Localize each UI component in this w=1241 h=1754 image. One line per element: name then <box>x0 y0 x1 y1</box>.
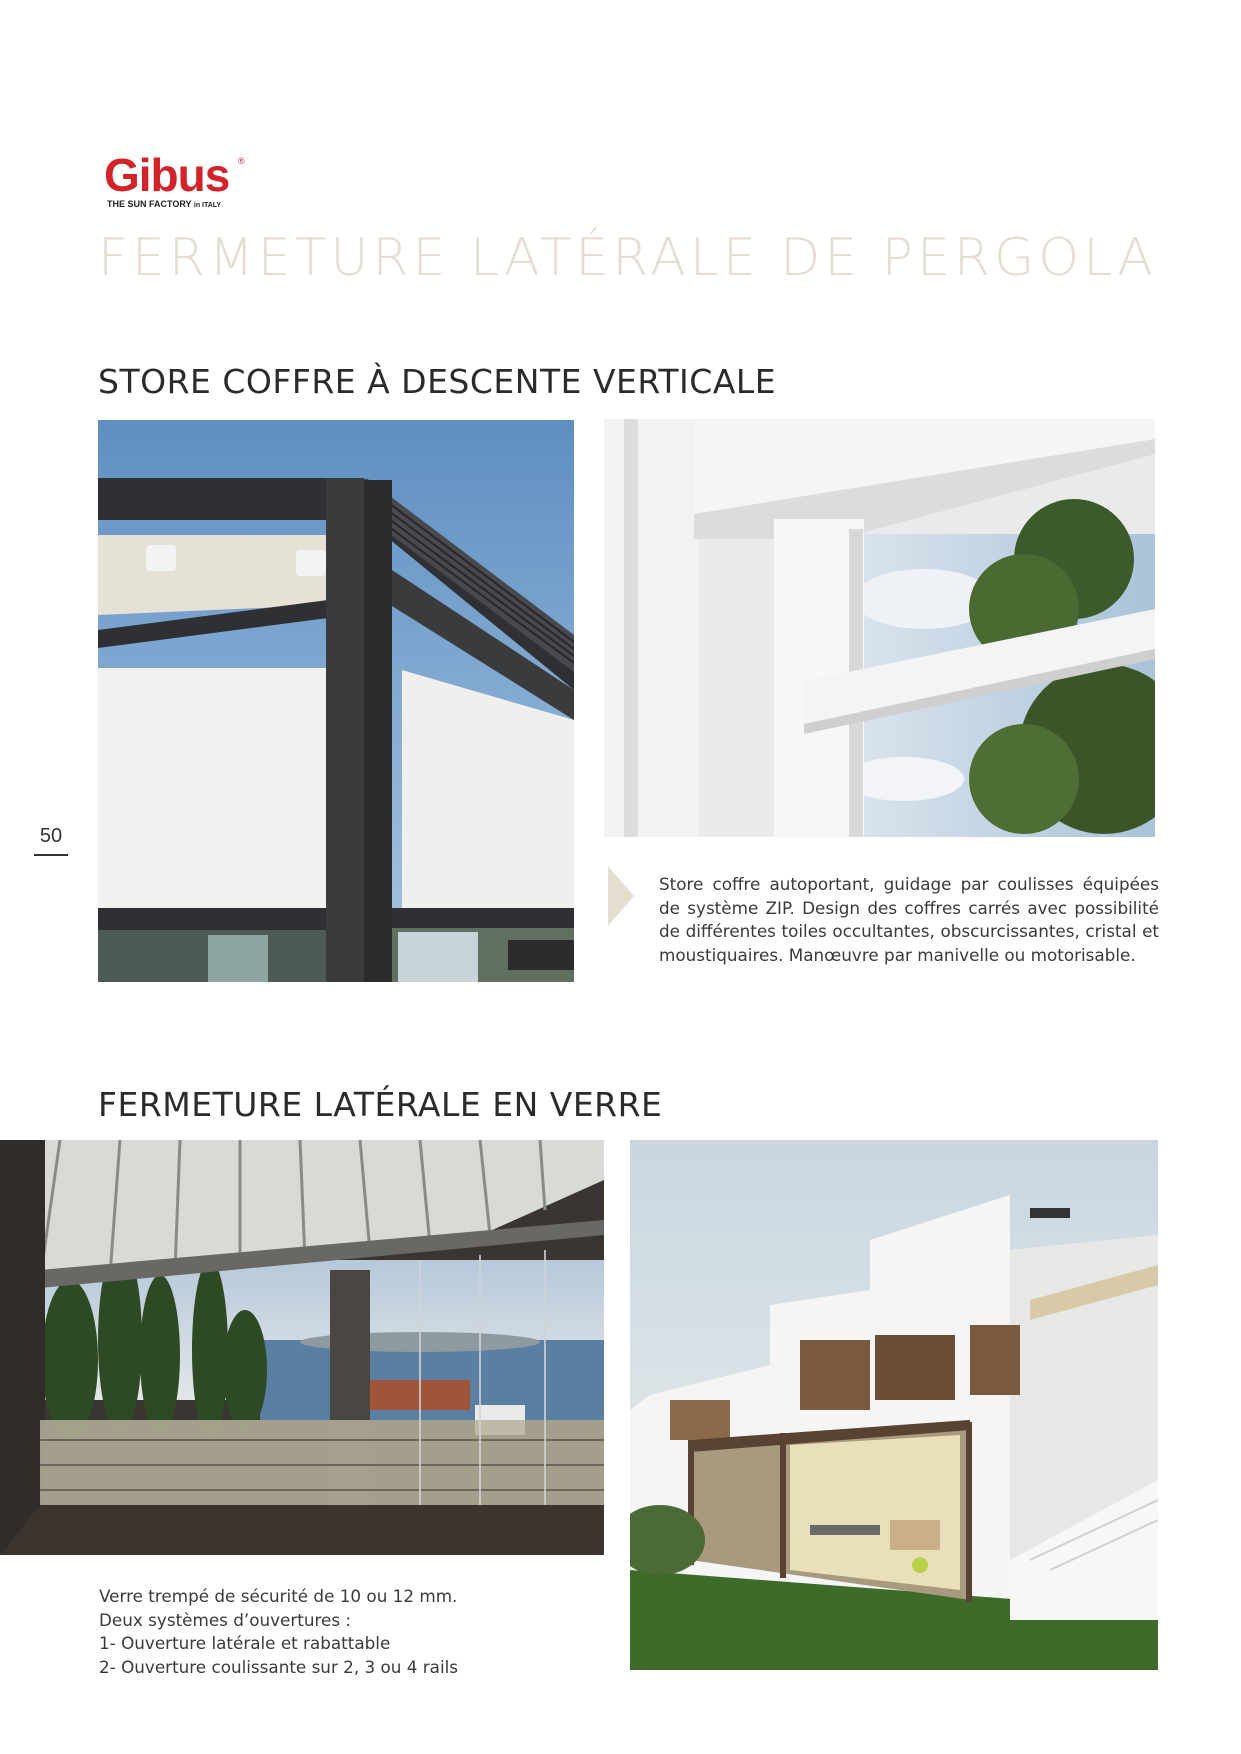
section-title-store-coffre: STORE COFFRE À DESCENTE VERTICALE <box>98 362 777 401</box>
page-title: FERMETURE LATÉRALE DE PERGOLA <box>98 228 1157 288</box>
pointer-arrow-icon <box>608 866 634 926</box>
logo-tagline: THE SUN FACTORY in ITALY <box>107 199 222 209</box>
verre-description <box>99 1585 579 1679</box>
section-title-verre: FERMETURE LATÉRALE EN VERRE <box>98 1085 663 1124</box>
logo-registered-mark: ® <box>238 156 245 166</box>
logo-wordmark: Gibus <box>104 149 230 201</box>
photo-white-coffre-window <box>604 419 1155 837</box>
page-number: 50 <box>34 822 68 856</box>
store-coffre-description: Store coffre autoportant, guidage par coulisses équipées de système ZIP. Design des coffres carrés avec possibilité de différentes toiles occultantes, obscurcissantes, cristal et moustiquaires. Manœuvre par manivelle ou motorisable. <box>659 874 1159 965</box>
verre-description-line-3: 1- Ouverture latérale et rabattable <box>99 1633 391 1653</box>
photo-glass-closure-seaview <box>0 1140 604 1555</box>
photo-house-glass-pergola <box>630 1140 1158 1670</box>
verre-description-line-1: Verre trempé de sécurité de 10 ou 12 mm. <box>99 1586 458 1606</box>
verre-description-line-2: Deux systèmes d’ouvertures : <box>99 1609 352 1630</box>
photo-pergola-vertical-screens <box>98 420 574 982</box>
verre-description-line-4: 2- Ouverture coulissante sur 2, 3 ou 4 rails <box>99 1656 459 1677</box>
gibus-logo <box>104 149 254 212</box>
